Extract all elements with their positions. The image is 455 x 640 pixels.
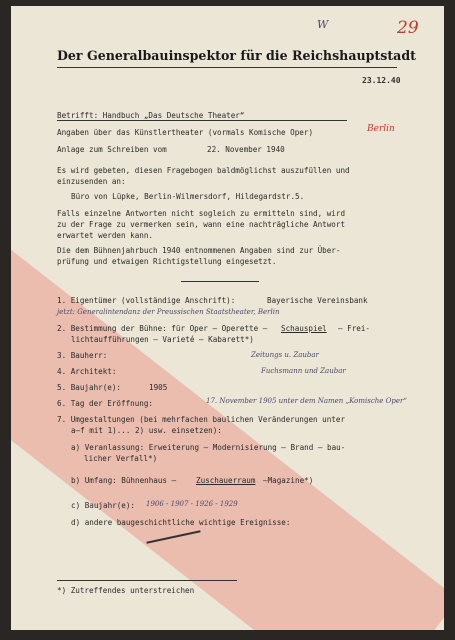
question-3-handwritten: Zeitungs u. Zaubar — [251, 351, 319, 359]
subject-line: Betrifft: Handbuch „Das Deutsche Theater“ — [57, 111, 245, 120]
instruction-line-2: einzusenden an: — [57, 177, 126, 186]
city-annotation: Berlin — [367, 124, 395, 134]
paragraph-3-line-1: Die dem Bühnenjahrbuch 1940 entnommenen Angaben sind zur Über- — [57, 246, 341, 255]
question-6-handwritten: 17. November 1905 unter dem Namen „Komische Oper“ — [206, 397, 407, 405]
angaben-line: Angaben über das Künstlertheater (vormals Komische Oper) — [57, 128, 314, 137]
page-number: 29 — [397, 18, 419, 38]
footnote-rule — [57, 580, 237, 581]
question-6: 6. Tag der Eröffnung: — [57, 399, 154, 408]
section-divider — [181, 281, 259, 282]
question-2-line-2: lichtaufführungen — Varieté — Kabarett*) — [71, 335, 254, 344]
anlage-label: Anlage zum Schreiben vom — [57, 145, 167, 154]
question-7-line-1: 7. Umgestaltungen (bei mehrfachen baulichen Veränderungen unter — [57, 415, 346, 424]
question-7c-handwritten: 1906 - 1907 - 1926 - 1929 — [146, 500, 238, 508]
question-7-line-2: a—f mit 1)... 2) usw. einsetzen): — [71, 426, 222, 435]
question-4-handwritten: Fuchsmann und Zaubar — [261, 367, 346, 375]
question-3: 3. Bauherr: — [57, 351, 108, 360]
question-2-line-1-end: — Frei- — [338, 324, 371, 333]
question-5: 5. Baujahr(e): — [57, 383, 122, 392]
question-7a-line-2: licher Verfall*) — [84, 454, 158, 463]
paragraph-2-line-1: Falls einzelne Antworten nicht sogleich zu ermitteln sind, wird — [57, 209, 346, 218]
question-7b-suffix: —Magazine*) — [263, 476, 314, 485]
instruction-line-1: Es wird gebeten, diesen Fragebogen baldmöglichst auszufüllen und — [57, 166, 350, 175]
question-1-handwritten: jetzt: Generalintendanz der Preussischen Staatstheater, Berlin — [57, 308, 280, 316]
corner-mark: W — [317, 18, 329, 31]
anlage-date: 22. November 1940 — [207, 145, 285, 154]
question-5-answer: 1905 — [149, 383, 168, 392]
question-2-selected: Schauspiel — [281, 324, 327, 333]
date-stamp: 23.12.40 — [362, 76, 401, 85]
question-4: 4. Architekt: — [57, 367, 117, 376]
question-7a-line-1: a) Veranlassung: Erweiterung — Modernisierung — Brand — bau- — [71, 443, 346, 452]
paragraph-3-line-2: prüfung und etwaigen Richtigstellung eingesetzt. — [57, 257, 277, 266]
question-7b-selected: Zuschauerraum — [196, 476, 256, 485]
question-7d: d) andere baugeschichtliche wichtige Ereignisse: — [71, 518, 291, 527]
address-line: Büro von Lüpke, Berlin-Wilmersdorf, Hildegardstr.5. — [71, 192, 305, 201]
subject-underline — [57, 120, 347, 121]
page-title: Der Generalbauinspektor für die Reichshauptstadt — [57, 48, 416, 63]
question-7b-prefix: b) Umfang: Bühnenhaus — — [71, 476, 177, 485]
paragraph-2-line-3: erwartet werden kann. — [57, 231, 154, 240]
footnote: *) Zutreffendes unterstreichen — [57, 586, 195, 595]
question-1: 1. Eigentümer (vollständige Anschrift): — [57, 296, 236, 305]
title-underline — [57, 67, 397, 68]
question-7c: c) Baujahr(e): — [71, 501, 136, 510]
paragraph-2-line-2: zu der Frage zu vermerken sein, wann eine nachträgliche Antwort — [57, 220, 346, 229]
question-1-answer: Bayerische Vereinsbank — [267, 296, 368, 305]
question-2-line-1: 2. Bestimmung der Bühne: für Oper — Operette — — [57, 324, 268, 333]
document-sheet — [11, 6, 444, 630]
